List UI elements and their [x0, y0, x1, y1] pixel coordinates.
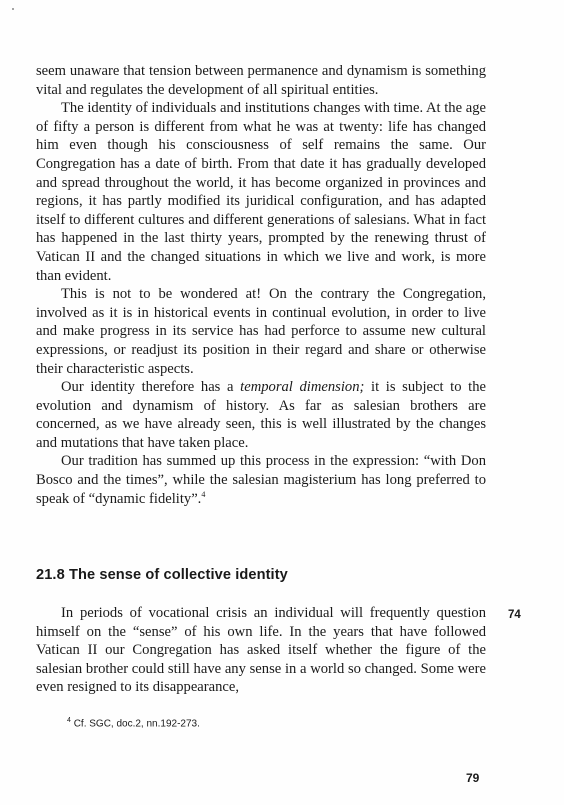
- margin-paragraph-number: 74: [508, 609, 521, 621]
- page-number: 79: [466, 771, 480, 785]
- body-text: [36, 62, 486, 508]
- paragraph-5-text: Our tradition has summed up this process in the expression: “with Don Bosco and the times”, while the salesian magisterium has long preferred to speak of “dynamic fidelity”.: [36, 453, 486, 507]
- paragraph-1: seem unaware that tension between permanence and dynamism is something vital and regulates the development of all spiritual entities.: [36, 63, 486, 98]
- paragraph-5: [36, 452, 486, 508]
- section-paragraph: In periods of vocational crisis an individual will frequently question himself on the “sense” of his own life. In the years that have followed Vatican II our Congregation has asked itself whether the figure of the salesian brother could still have any sense in a world so changed. Some were even resigned to its disappearance,: [36, 605, 486, 696]
- section-body-text: [36, 604, 486, 697]
- scan-speck: [12, 8, 14, 10]
- paragraph-4-after: it is subject to the evolution and dynamism of history. As far as salesian brothers are concerned, as we have already seen, this is well illustrated by the changes and mutations that have taken place.: [36, 379, 486, 451]
- paragraph-2: The identity of individuals and institutions changes with time. At the age of fifty a person is different from what he was at twenty: life has changed him even though his consciousness of self remains the same. Our Congregation has a date of birth. From that date it has gradually developed and spread throughout the world, it has become organized in provinces and regions, it has partly modified its juridical configuration, and has adapted itself to different cultures and different generations of salesians. What in fact has happened in the last thirty years, prompted by the renewing thrust of Vatican II and the changed situations in which we live and work, is more than evident.: [36, 100, 486, 284]
- paragraph-4: [36, 378, 486, 452]
- footnote: [67, 717, 200, 729]
- paragraph-4-before: Our identity therefore has a: [61, 379, 241, 396]
- section-heading: 21.8 The sense of collective identity: [36, 567, 288, 583]
- footnote-reference: 4: [201, 489, 206, 499]
- footnote-text: Cf. SGC, doc.2, nn.192-273.: [73, 718, 200, 730]
- footnote-marker: 4: [67, 717, 71, 724]
- paragraph-4-emphasis: temporal dimension;: [240, 379, 365, 396]
- paragraph-3: This is not to be wondered at! On the contrary the Congregation, involved as it is in historical events in continual evolution, in order to live and make progress in its service has had perforce to assume new cultural expressions, or readjust its position in their regard and share or otherwise their characteristic aspects.: [36, 286, 486, 377]
